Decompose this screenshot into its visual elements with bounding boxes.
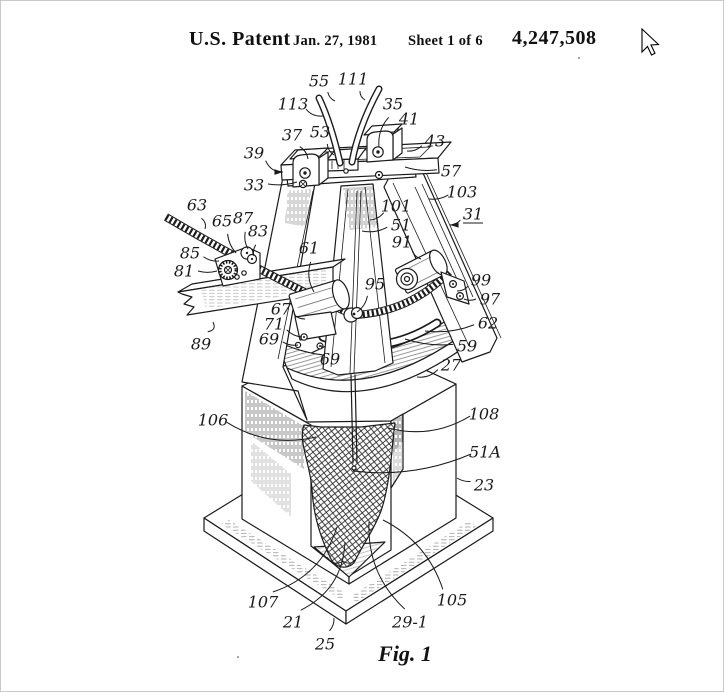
ref-label-29-1: 29-1 <box>392 612 428 632</box>
patent-figure-1 <box>1 1 723 691</box>
ref-label-25: 25 <box>314 634 336 654</box>
leader-line-81 <box>198 271 217 272</box>
ref-label-97: 97 <box>479 289 501 309</box>
patent-header-title: U.S. Patent <box>189 28 291 50</box>
ref-label-108: 108 <box>468 404 500 424</box>
patent-header-sheet: Sheet 1 of 6 <box>408 33 483 49</box>
ref-label-99: 99 <box>470 270 492 290</box>
ref-label-69: 69 <box>319 349 341 369</box>
ref-label-51: 51 <box>390 215 412 235</box>
ref-label-95: 95 <box>364 274 386 294</box>
ref-label-51A: 51A <box>469 442 501 462</box>
ref-label-21: 21 <box>282 612 304 632</box>
ref-label-67: 67 <box>270 299 292 319</box>
leader-line-113 <box>306 109 323 116</box>
ref-label-87: 87 <box>232 208 254 228</box>
ref-label-81: 81 <box>173 261 195 281</box>
ref-label-65: 65 <box>211 211 233 231</box>
leader-line-89 <box>208 322 214 332</box>
leader-line-23 <box>457 478 470 482</box>
ref-label-33: 33 <box>243 175 265 195</box>
ref-label-39: 39 <box>243 143 265 163</box>
ref-label-31: 31 <box>462 204 484 224</box>
leader-arrowhead-31 <box>450 222 459 228</box>
ref-label-85: 85 <box>179 243 201 263</box>
ref-label-53: 53 <box>309 122 331 142</box>
ref-label-55: 55 <box>308 71 330 91</box>
ref-label-107: 107 <box>247 592 279 612</box>
right-bearing-post <box>364 124 402 162</box>
mouse-cursor-icon <box>642 29 659 55</box>
ref-label-69: 69 <box>258 329 280 349</box>
figure-caption: Fig. 1 <box>378 641 432 666</box>
ref-label-43: 43 <box>424 131 446 151</box>
patent-header-date: Jan. 27, 1981 <box>293 33 378 49</box>
leader-line-39 <box>266 161 283 172</box>
ref-label-37: 37 <box>281 125 303 145</box>
ref-label-35: 35 <box>382 94 404 114</box>
ref-label-62: 62 <box>477 313 499 333</box>
ref-label-63: 63 <box>186 195 208 215</box>
patent-header-number: 4,247,508 <box>512 27 597 49</box>
ref-label-111: 111 <box>337 69 369 89</box>
left-bearing-post <box>290 148 328 188</box>
ref-label-59: 59 <box>456 336 478 356</box>
ref-label-27: 27 <box>440 355 462 375</box>
ref-label-89: 89 <box>190 334 212 354</box>
ref-label-103: 103 <box>446 182 478 202</box>
ref-label-71: 71 <box>263 314 285 334</box>
ref-label-57: 57 <box>440 161 462 181</box>
leader-line-25 <box>330 618 334 631</box>
ref-label-41: 41 <box>398 109 420 129</box>
ref-label-106: 106 <box>197 410 229 430</box>
ref-label-23: 23 <box>473 475 495 495</box>
leader-line-111 <box>360 91 365 100</box>
ref-label-113: 113 <box>277 94 309 114</box>
leader-line-63 <box>201 218 205 229</box>
ref-label-61: 61 <box>298 238 320 258</box>
ref-label-105: 105 <box>436 590 468 610</box>
ref-label-83: 83 <box>247 221 269 241</box>
ref-label-101: 101 <box>380 196 412 216</box>
leader-line-55 <box>328 92 335 101</box>
ref-label-91: 91 <box>391 232 413 252</box>
